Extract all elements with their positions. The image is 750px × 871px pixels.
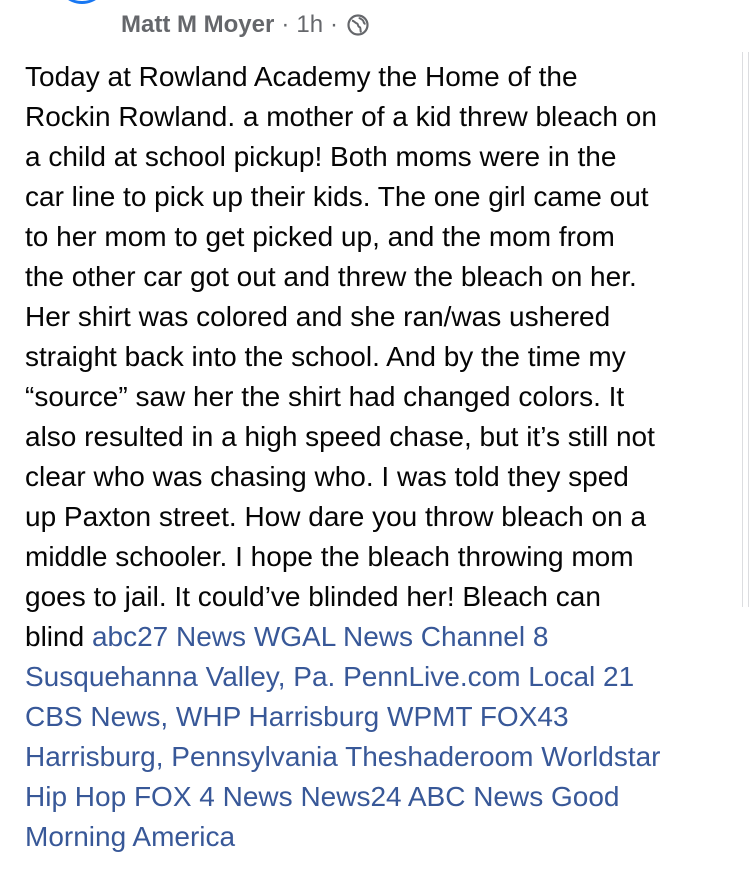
globe-icon[interactable] — [347, 14, 369, 36]
tag-harrisburg-pennsylvania[interactable]: Harrisburg, Pennsylvania — [25, 741, 338, 772]
post-text-fragment: blind — [25, 621, 92, 652]
tag-good-morning-america[interactable]: Good — [551, 781, 620, 812]
avatar[interactable] — [56, 0, 108, 4]
post-text-line: up Paxton street. How dare you throw bleach on a — [25, 501, 647, 532]
post-text-line: straight back into the school. And by the time my — [25, 341, 626, 372]
tag-worldstar-hip-hop[interactable]: Hip Hop — [25, 781, 127, 812]
tag-abc-news[interactable]: ABC News — [407, 781, 544, 812]
post-text — [25, 57, 725, 857]
separator-dot: · — [330, 11, 339, 38]
post-text-line: the other car got out and threw the bleach on her. — [25, 261, 637, 292]
tag-theshaderoom[interactable]: Theshaderoom — [345, 741, 534, 772]
tag-worldstar-hip-hop[interactable]: Worldstar — [541, 741, 661, 772]
tag-susquehanna-valley[interactable]: Susquehanna Valley, Pa. — [25, 661, 336, 692]
author-name[interactable]: Matt M Moyer — [121, 11, 275, 38]
tag-news24[interactable]: News24 — [300, 781, 402, 812]
post-text-line — [25, 817, 725, 857]
post-text-line: goes to jail. It could’ve blinded her! Bleach can — [25, 581, 601, 612]
post-text-line: car line to pick up their kids. The one girl came out — [25, 181, 649, 212]
tag-fox-4-news[interactable]: FOX 4 News — [133, 781, 293, 812]
post-text-line: “source” saw her the shirt had changed colors. It — [25, 381, 625, 412]
tag-wpmt-fox43[interactable]: WPMT FOX43 — [387, 701, 569, 732]
tag-good-morning-america[interactable]: Morning America — [25, 821, 236, 852]
tag-local-21[interactable]: Local 21 — [528, 661, 635, 692]
post-text-line — [25, 777, 725, 817]
tag-cbs-news-whp[interactable]: CBS News, WHP Harrisburg — [25, 701, 380, 732]
post-text-line: middle schooler. I hope the bleach throwing mom — [25, 541, 634, 572]
tag-pennlive[interactable]: PennLive.com — [343, 661, 521, 692]
post-timestamp[interactable]: 1h — [296, 11, 324, 38]
scrollbar[interactable] — [742, 52, 749, 607]
post-text-line — [25, 657, 725, 697]
post-text-line — [25, 617, 725, 657]
post-text-line: a child at school pickup! Both moms were in the — [25, 141, 617, 172]
post-text-line — [25, 737, 725, 777]
tag-wgal-news[interactable]: WGAL News Channel 8 — [253, 621, 549, 652]
post-header — [121, 9, 369, 41]
post-text-line: Her shirt was colored and she ran/was ushered — [25, 301, 611, 332]
post-text-line: to her mom to get picked up, and the mom from — [25, 221, 615, 252]
tag-abc27-news[interactable]: abc27 News — [91, 621, 247, 652]
post-text-line: also resulted in a high speed chase, but it’s still not — [25, 421, 655, 452]
post-text-line: clear who was chasing who. I was told they sped — [25, 461, 629, 492]
separator-dot: · — [281, 11, 290, 38]
post-text-line — [25, 697, 725, 737]
post-text-line: Today at Rowland Academy the Home of the — [25, 61, 578, 92]
post-text-line: Rockin Rowland. a mother of a kid threw bleach on — [25, 101, 657, 132]
